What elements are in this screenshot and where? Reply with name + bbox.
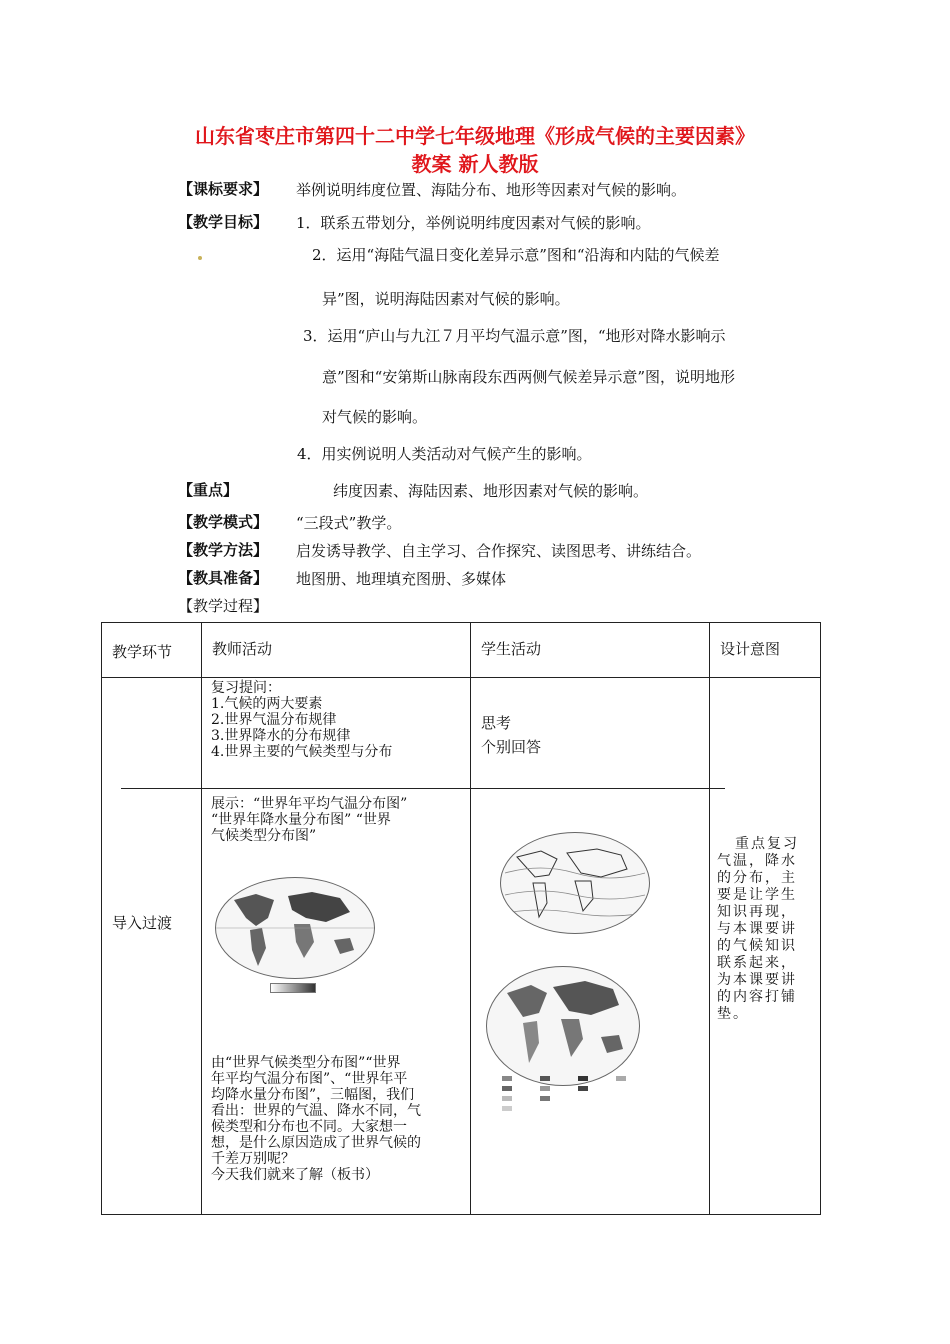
row2-intent: 重点复习 气温，降水 的分布，主 要是让学生 知识再现， 与本课要讲 的气候知识 联系起来， 为本课要讲 的内容打铺 垫。 xyxy=(717,836,799,1022)
header-stage: 教学环节 xyxy=(112,643,173,661)
document-title-line2: 教案 新人教版 xyxy=(411,152,539,176)
mubiao-item3-line3: 对气候的影响。 xyxy=(322,408,428,426)
world-temperature-map-image xyxy=(500,832,650,934)
stray-dot-mark xyxy=(198,256,202,260)
kebiao-label: 【课标要求】 xyxy=(178,180,269,198)
moshi-label: 【教学模式】 xyxy=(178,513,269,531)
moshi-text: “三段式”教学。 xyxy=(296,514,402,532)
header-teacher: 教师活动 xyxy=(212,640,273,658)
guocheng-label: 【教学过程】 xyxy=(178,597,269,615)
fangfa-label: 【教学方法】 xyxy=(178,541,269,559)
world-climate-map-image xyxy=(215,877,375,979)
zhongdian-label: 【重点】 xyxy=(178,481,239,499)
row2-teacher-bottom: 由“世界气候类型分布图”“世界 年平均气温分布图”、“世界年平 均降水量分布图”，三幅图，我们 看出：世界的气温、降水不同，气 候类型和分布也不同。大家想一 想，是什么原因造成了世界气候的 千差万别呢？ 今天我们就来了解（板书） xyxy=(211,1055,421,1183)
row2-teacher-top: 展示：“世界年平均气温分布图” “世界年降水量分布图” “世界 气候类型分布图” xyxy=(211,796,408,844)
header-student: 学生活动 xyxy=(481,640,542,658)
row1-student: 思考 个别回答 xyxy=(481,714,542,756)
row2-stage: 导入过渡 xyxy=(112,914,173,932)
mubiao-item2-line1: 2．运用“海陆气温日变化差异示意”图和“沿海和内陆的气候差 xyxy=(312,246,720,264)
mubiao-item1: 1．联系五带划分，举例说明纬度因素对气候的影响。 xyxy=(296,214,651,232)
map-legend-bar xyxy=(270,983,316,993)
kebiao-text: 举例说明纬度位置、海陆分布、地形等因素对气候的影响。 xyxy=(296,181,687,199)
mubiao-label: 【教学目标】 xyxy=(178,213,269,231)
world-precipitation-map-image xyxy=(486,966,640,1086)
zhunbei-text: 地图册、地理填充图册、多媒体 xyxy=(296,570,507,588)
document-title-line1: 山东省枣庄市第四十二中学七年级地理《形成气候的主要因素》 xyxy=(195,124,755,148)
mubiao-item2-line2: 异”图，说明海陆因素对气候的影响。 xyxy=(322,290,570,308)
precipitation-map-legend xyxy=(500,1074,650,1114)
mubiao-item3-line1: 3．运用“庐山与九江７月平均气温示意”图，“地形对降水影响示 xyxy=(303,327,726,345)
mubiao-item4: 4．用实例说明人类活动对气候产生的影响。 xyxy=(297,445,592,463)
zhunbei-label: 【教具准备】 xyxy=(178,569,269,587)
fangfa-text: 启发诱导教学、自主学习、合作探究、读图思考、讲练结合。 xyxy=(296,542,702,560)
header-intent: 设计意图 xyxy=(720,640,781,658)
mubiao-item3-line2: 意”图和“安第斯山脉南段东西两侧气候差异示意”图，说明地形 xyxy=(322,368,736,386)
zhongdian-text: 纬度因素、海陆因素、地形因素对气候的影响。 xyxy=(333,482,649,500)
row1-teacher: 复习提问： 1.气候的两大要素 2.世界气温分布规律 3.世界降水的分布规律 4.世界主要的气候类型与分布 xyxy=(211,680,393,760)
